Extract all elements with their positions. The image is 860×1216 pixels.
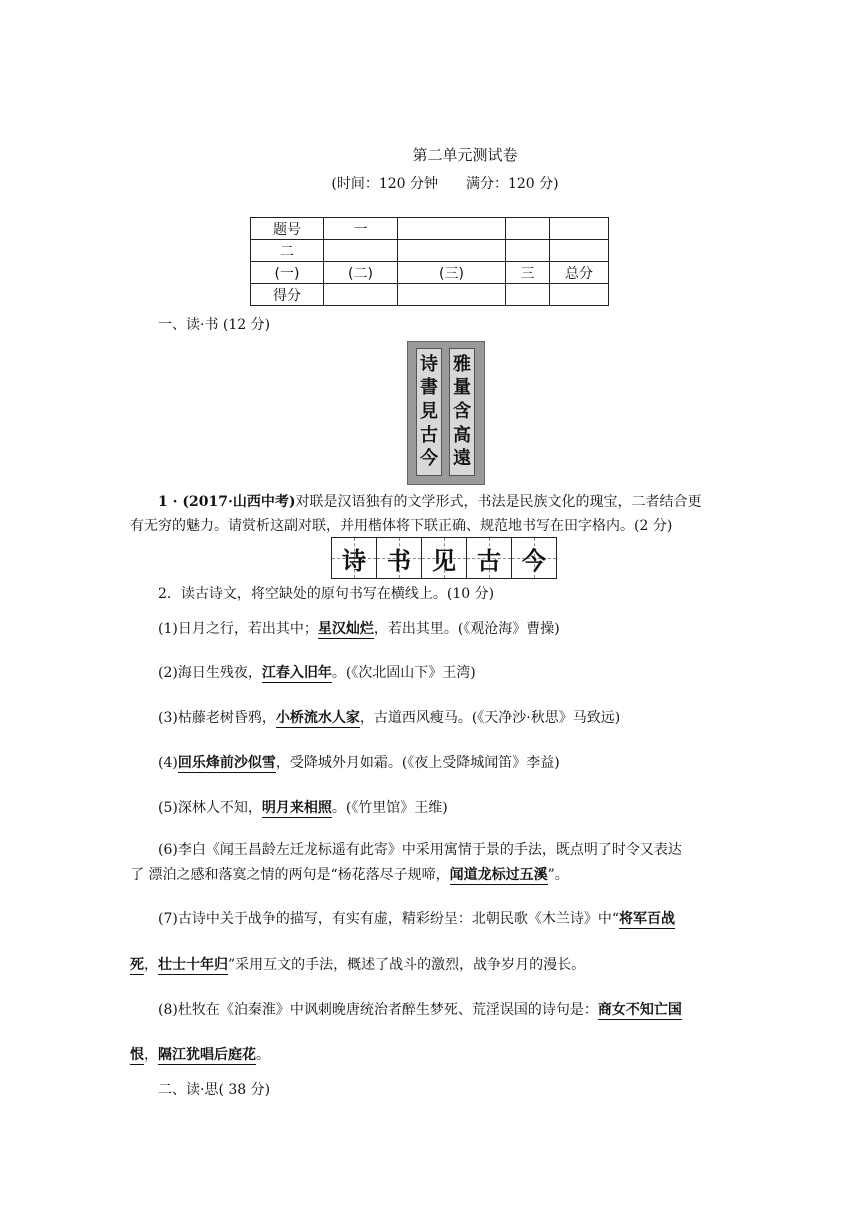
q2-item-3 [158,706,620,730]
item-text: (2)海日生残夜， [158,665,262,681]
q2-item-8-line1 [158,998,758,1022]
answer-blank: 死 [130,957,144,973]
table-cell [506,240,550,262]
table-cell: 总分 [550,262,609,284]
q2-item-6-line2 [130,863,730,887]
answer-blank: 回乐烽前沙似雪 [177,755,276,771]
score-table [250,217,609,306]
table-row [251,262,609,284]
couplet-char: 見 [420,400,438,422]
table-cell: (三) [398,262,506,284]
q1-line2: 有无穷的魅力。请赏析这副对联，并用楷体将下联正确、规范地书写在田字格内。(2 分) [130,518,673,534]
table-cell: 得分 [251,284,324,306]
table-cell [324,240,398,262]
couplet-right-scroll [449,348,475,476]
answer-blank: 恨 [130,1047,144,1063]
item-text: (7)古诗中关于战争的描写，有实有虚，精彩纷呈：北朝民歌《木兰诗》中“ [158,911,619,927]
tianzige-cell [376,537,422,579]
tianzige-grid [331,537,556,579]
table-row [251,218,609,240]
table-cell [550,218,609,240]
grid-char: 见 [432,545,456,575]
item-text: (3)枯藤老树昏鸦， [158,710,276,726]
couplet-char: 高 [453,424,471,446]
item-text: 。(《次北固山下》王湾) [331,665,476,681]
item-text: 了 漂泊之感和落寞之情的两句是“杨花落尽子规啼， [130,867,450,883]
item-text: ，若出其里。(《观沧海》曹操) [373,621,560,637]
table-cell: (二) [324,262,398,284]
q1-text: 对联是汉语独有的文学形式，书法是民族文化的瑰宝，二者结合更 [295,494,702,510]
q2-stem: 2．读古诗文，将空缺处的原句书写在横线上。(10 分) [158,586,495,602]
answer-blank: 江春入旧年 [261,665,332,681]
item-text: ”。 [547,867,569,883]
table-cell [398,284,506,306]
q2-item-5 [158,796,448,820]
grid-char: 古 [477,545,501,575]
table-cell [324,284,398,306]
table-cell: 二 [251,240,324,262]
document-title: 第二单元测试卷 [412,146,518,164]
table-cell: 一 [324,218,398,240]
q1-number: 1 · (2017·山西中考) [158,494,296,510]
item-text: ，古道西风瘦马。(《天净沙·秋思》马致远) [359,710,621,726]
answer-blank: 星汉灿烂 [317,621,374,637]
section-heading-2: 二、读·思( 38 分) [158,1082,271,1098]
answer-blank: 小桥流水人家 [275,710,360,726]
q1-line1 [158,490,738,514]
item-text: ”采用互文的手法，概述了战斗的激烈，战争岁月的漫长。 [228,957,586,973]
couplet-char: 量 [453,377,471,399]
tianzige-cell [511,537,557,579]
couplet-char: 遠 [453,448,471,470]
q2-item-2 [158,661,476,685]
table-cell: (一) [251,262,324,284]
item-text: ， [144,1047,158,1063]
table-cell: 题号 [251,218,324,240]
couplet-image [407,341,485,485]
table-cell [550,240,609,262]
q2-item-4 [158,751,560,775]
grid-char: 诗 [342,545,366,575]
item-text: ，受降城外月如霜。(《夜上受降城闻笛》李益) [275,755,560,771]
tianzige-cell [421,537,467,579]
grid-char: 今 [522,545,546,575]
q2-item-8-line2 [130,1043,730,1067]
tianzige-cell [466,537,512,579]
document-subtitle: (时间：120 分钟 满分：120 分) [331,176,559,192]
grid-char: 书 [387,545,411,575]
table-row [251,240,609,262]
item-text: (4) [158,755,178,771]
table-row [251,284,609,306]
answer-blank: 壮士十年归 [158,957,228,973]
couplet-char: 古 [420,424,438,446]
couplet-char: 今 [420,448,438,470]
answer-blank: 闻道龙标过五溪 [449,867,548,883]
couplet-left-scroll [416,348,442,476]
couplet-char: 雅 [453,353,471,375]
couplet-char: 書 [420,377,438,399]
answer-blank: 明月来相照 [261,800,332,816]
item-text: ， [144,957,158,973]
q2-item-6-line1: (6)李白《闻王昌龄左迁龙标遥有此寄》中采用寓情于景的手法，既点明了时令又表达 [158,842,682,858]
answer-blank: 将军百战 [619,911,675,927]
q2-item-7-line2 [130,953,730,977]
table-cell [506,218,550,240]
couplet-char: 诗 [420,353,438,375]
table-cell [550,284,609,306]
tianzige-cell [331,537,377,579]
item-text: (1)日月之行，若出其中； [158,621,318,637]
q2-item-7-line1 [158,907,758,931]
answer-blank: 隔江犹唱后庭花 [158,1047,256,1063]
item-text: 。(《竹里馆》王维) [331,800,448,816]
q2-item-1 [158,617,560,641]
couplet-char: 含 [453,400,471,422]
table-cell [398,240,506,262]
section-heading-1: 一、读·书 (12 分) [158,317,271,333]
table-cell [506,284,550,306]
item-text: 。 [256,1047,270,1063]
item-text: (5)深林人不知， [158,800,262,816]
table-cell: 三 [506,262,550,284]
table-cell [398,218,506,240]
answer-blank: 商女不知亡国 [597,1002,682,1018]
item-text: (8)杜牧在《泊秦淮》中讽刺晚唐统治者醉生梦死、荒淫误国的诗句是： [158,1002,598,1018]
